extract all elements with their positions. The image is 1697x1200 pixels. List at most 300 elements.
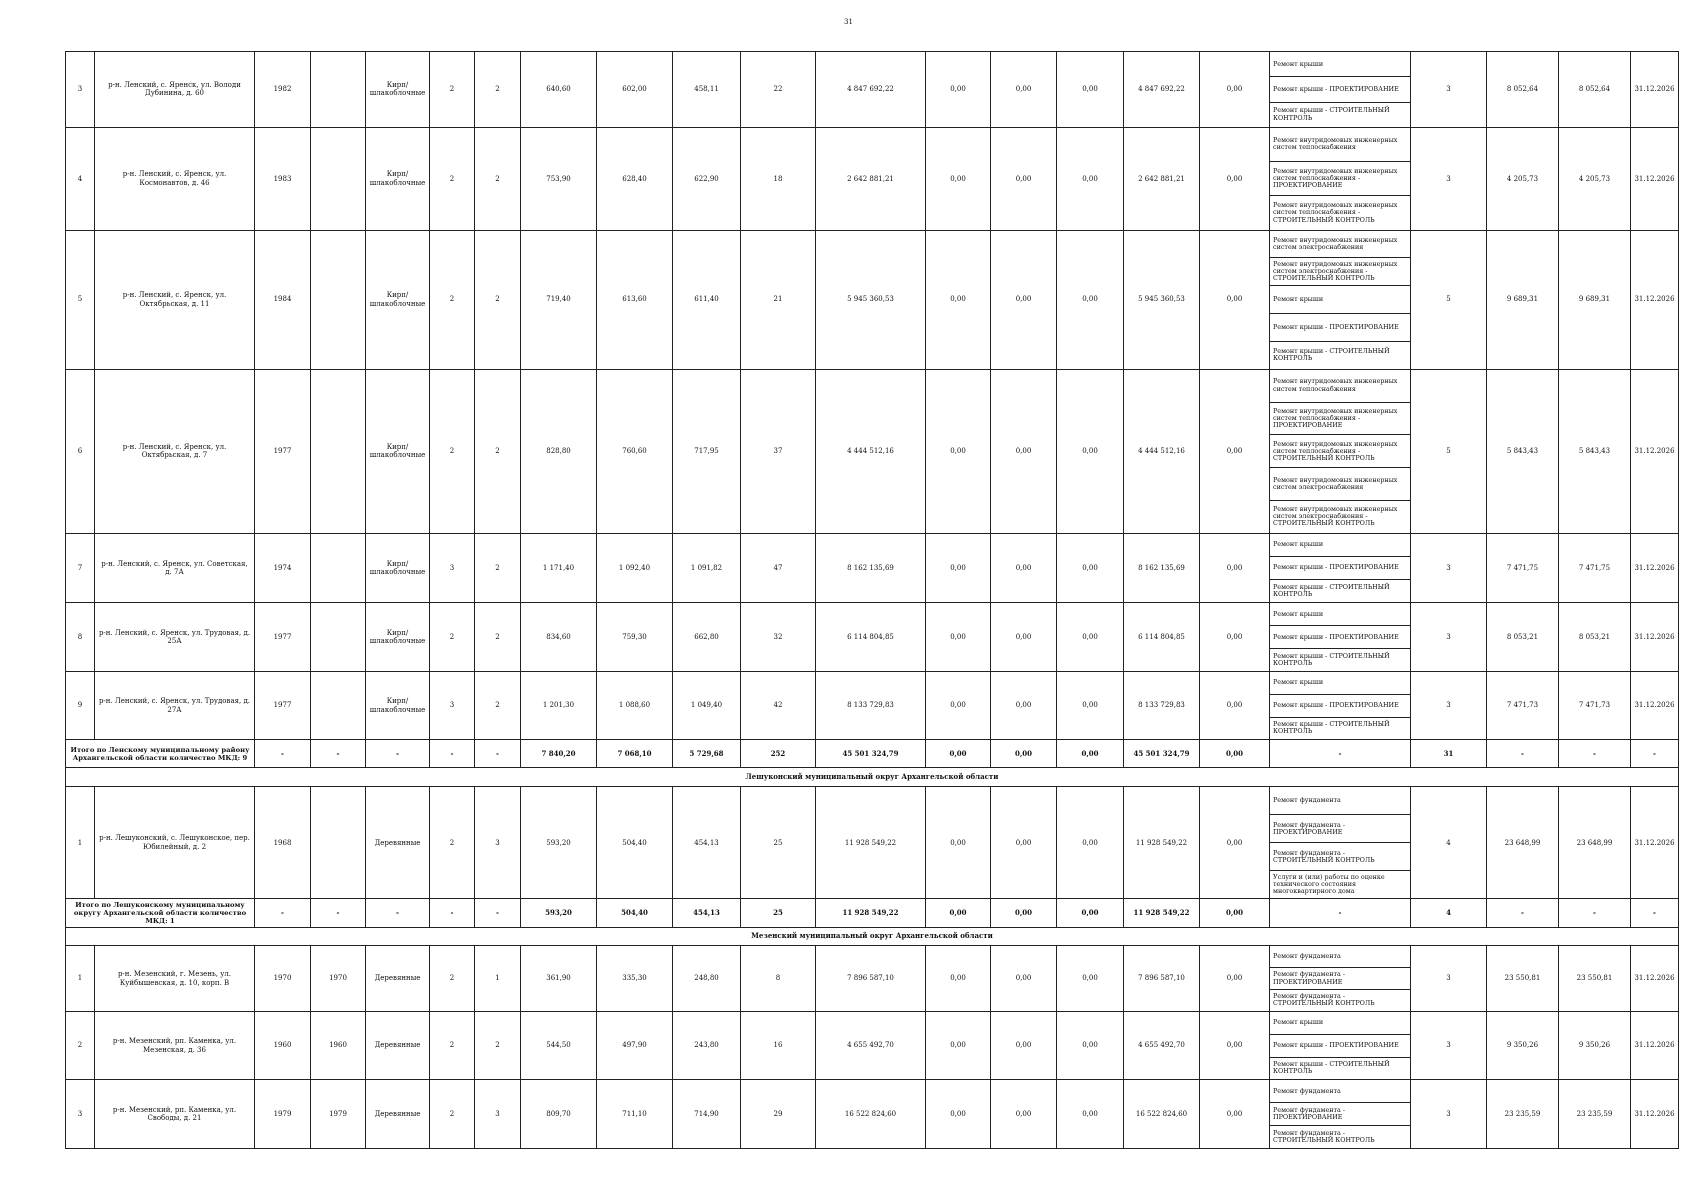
other-fund-cell: 0,00: [1200, 603, 1270, 672]
total-cost-cell: 11 928 549,22: [816, 787, 926, 899]
residents-cell: 8: [741, 946, 816, 1011]
row-number-cell: 6: [66, 369, 95, 533]
year-built-cell: 1979: [255, 1080, 311, 1149]
max-unit-cost-cell: 8 052,64: [1559, 52, 1631, 128]
floors-cell: 2: [430, 946, 475, 1011]
max-unit-cost-cell: 7 471,73: [1559, 671, 1631, 740]
address-cell: р-н. Мезенский, г. Мезень, ул. Куйбышевская, д. 10, корп. В: [95, 946, 255, 1011]
year-built-cell: 1960: [255, 1011, 311, 1080]
federal-fund-cell: 0,00: [926, 369, 991, 533]
wall-material-cell: Деревянные: [366, 787, 430, 899]
work-item: Ремонт крыши: [1270, 534, 1410, 557]
floors-cell: 2: [430, 127, 475, 230]
federal-fund-cell: 0,00: [926, 603, 991, 672]
address-cell: р-н. Ленский, с. Яренск, ул. Трудовая, д. 27А: [95, 671, 255, 740]
total-row: [66, 740, 1679, 768]
total-residents-cell: 25: [741, 899, 816, 928]
total-fund-other-cell: 0,00: [1200, 899, 1270, 928]
row-number-cell: 1: [66, 946, 95, 1011]
total-cost-cell: 7 896 587,10: [816, 946, 926, 1011]
work-item: Ремонт крыши - СТРОИТЕЛЬНЫЙ КОНТРОЛЬ: [1273, 106, 1390, 122]
total-works-count-cell: 4: [1411, 899, 1487, 928]
work-item: Ремонт внутридомовых инженерных систем электроснабжения - СТРОИТЕЛЬНЫЙ КОНТРОЛЬ: [1273, 505, 1398, 528]
work-item: Ремонт внутридомовых инженерных систем теплоснабжения - ПРОЕКТИРОВАНИЕ: [1270, 162, 1410, 196]
work-item: Ремонт фундамента: [1270, 1080, 1410, 1103]
work-item: Ремонт фундамента: [1270, 787, 1410, 815]
year-built-cell: 1974: [255, 533, 311, 603]
regional-fund-cell: 0,00: [991, 230, 1057, 369]
placeholder-dash: -: [1270, 899, 1411, 928]
max-unit-cost-cell: 4 205,73: [1559, 127, 1631, 230]
year-built-cell: 1968: [255, 787, 311, 899]
owners-fund-cell: 16 522 824,60: [1124, 1080, 1200, 1149]
work-item: Ремонт крыши: [1270, 603, 1410, 626]
total-area-total-cell: 593,20: [521, 899, 597, 928]
works-count-cell: 5: [1411, 369, 1487, 533]
district-title: Мезенский муниципальный округ Архангельской области: [66, 927, 1679, 946]
federal-fund-cell: 0,00: [926, 1080, 991, 1149]
total-residents-cell: 252: [741, 740, 816, 768]
floors-cell: 3: [430, 533, 475, 603]
premises-area-cell: 1 092,40: [597, 533, 673, 603]
local-fund-cell: 0,00: [1057, 127, 1124, 230]
total-cost-cell: 4 655 492,70: [816, 1011, 926, 1080]
work-item: Ремонт фундамента: [1270, 946, 1410, 968]
max-unit-cost-cell: 7 471,75: [1559, 533, 1631, 603]
residential-area-cell: 662,80: [673, 603, 741, 672]
max-unit-cost-cell: 5 843,43: [1559, 369, 1631, 533]
floors-cell: 2: [430, 230, 475, 369]
total-cost-cell: 8 133 729,83: [816, 671, 926, 740]
entrances-cell: 3: [475, 787, 521, 899]
unit-cost-cell: 9 689,31: [1487, 230, 1559, 369]
works-count-cell: 3: [1411, 127, 1487, 230]
work-item: Ремонт крыши - ПРОЕКТИРОВАНИЕ: [1270, 626, 1410, 649]
work-item: Ремонт внутридомовых инженерных систем теплоснабжения - СТРОИТЕЛЬНЫЙ КОНТРОЛЬ: [1270, 435, 1410, 468]
total-cost-cell: 8 162 135,69: [816, 533, 926, 603]
total-area-cell: 834,60: [521, 603, 597, 672]
work-item: Ремонт крыши: [1270, 286, 1410, 314]
total-area-premises-cell: 7 068,10: [597, 740, 673, 768]
total-area-cell: 640,60: [521, 52, 597, 128]
work-item: Ремонт фундамента - СТРОИТЕЛЬНЫЙ КОНТРОЛЬ: [1273, 1128, 1375, 1145]
house-row: [66, 1011, 1679, 1080]
row-number-cell: 3: [66, 1080, 95, 1149]
owners-fund-cell: 4 444 512,16: [1124, 369, 1200, 533]
work-item: Ремонт крыши - СТРОИТЕЛЬНЫЙ КОНТРОЛЬ: [1273, 1060, 1390, 1076]
district-title: Лешуконский муниципальный округ Архангельской области: [66, 768, 1679, 787]
works-list: [1270, 672, 1410, 740]
premises-area-cell: 628,40: [597, 127, 673, 230]
work-item: Ремонт крыши: [1270, 672, 1410, 695]
unit-cost-cell: 7 471,75: [1487, 533, 1559, 603]
total-area-cell: 809,70: [521, 1080, 597, 1149]
work-item: Ремонт крыши - СТРОИТЕЛЬНЫЙ КОНТРОЛЬ: [1273, 720, 1390, 736]
unit-cost-cell: 7 471,73: [1487, 671, 1559, 740]
total-fund-other-cell: 0,00: [1200, 740, 1270, 768]
other-fund-cell: 0,00: [1200, 230, 1270, 369]
year-built-cell: 1970: [255, 946, 311, 1011]
row-number-cell: 4: [66, 127, 95, 230]
residential-area-cell: 717,95: [673, 369, 741, 533]
max-unit-cost-cell: 23 235,59: [1559, 1080, 1631, 1149]
federal-fund-cell: 0,00: [926, 671, 991, 740]
premises-area-cell: 497,90: [597, 1011, 673, 1080]
work-item: Услуги и (или) работы по оценке технического состояния многоквартирного дома: [1273, 872, 1385, 896]
work-item: Ремонт фундамента - СТРОИТЕЛЬНЫЙ КОНТРОЛЬ: [1270, 843, 1410, 871]
other-fund-cell: 0,00: [1200, 787, 1270, 899]
residential-area-cell: 458,11: [673, 52, 741, 128]
deadline-cell: 31.12.2026: [1631, 369, 1679, 533]
regional-fund-cell: 0,00: [991, 533, 1057, 603]
local-fund-cell: 0,00: [1057, 1080, 1124, 1149]
total-works-count-cell: 31: [1411, 740, 1487, 768]
work-item: Ремонт крыши - СТРОИТЕЛЬНЫЙ КОНТРОЛЬ: [1273, 651, 1390, 667]
total-area-cell: 1 171,40: [521, 533, 597, 603]
total-cost-cell: 4 847 692,22: [816, 52, 926, 128]
federal-fund-cell: 0,00: [926, 946, 991, 1011]
entrances-cell: 2: [475, 671, 521, 740]
year-built-cell: 1977: [255, 369, 311, 533]
residents-cell: 47: [741, 533, 816, 603]
capital-repair-table: [65, 51, 1679, 1149]
row-number-cell: 9: [66, 671, 95, 740]
work-item: Ремонт крыши: [1270, 1012, 1410, 1035]
unit-cost-cell: 8 052,64: [1487, 52, 1559, 128]
works-cell: [1270, 671, 1411, 740]
total-area-cell: 719,40: [521, 230, 597, 369]
row-number-cell: 1: [66, 787, 95, 899]
year-reconstruction-cell: [311, 787, 366, 899]
floors-cell: 2: [430, 1011, 475, 1080]
local-fund-cell: 0,00: [1057, 946, 1124, 1011]
works-cell: [1270, 787, 1411, 899]
total-area-residential-cell: 5 729,68: [673, 740, 741, 768]
deadline-cell: 31.12.2026: [1631, 1080, 1679, 1149]
total-fund-federal-cell: 0,00: [926, 899, 991, 928]
residents-cell: 32: [741, 603, 816, 672]
house-row: [66, 230, 1679, 369]
total-area-cell: 753,90: [521, 127, 597, 230]
row-number-cell: 5: [66, 230, 95, 369]
total-fund-regional-cell: 0,00: [991, 740, 1057, 768]
entrances-cell: 2: [475, 1011, 521, 1080]
local-fund-cell: 0,00: [1057, 230, 1124, 369]
deadline-cell: 31.12.2026: [1631, 1011, 1679, 1080]
house-row: [66, 127, 1679, 230]
max-unit-cost-cell: 9 689,31: [1559, 230, 1631, 369]
wall-material-cell: Кирп/ шлакоблочные: [366, 52, 430, 128]
placeholder-dash: -: [311, 899, 366, 928]
local-fund-cell: 0,00: [1057, 533, 1124, 603]
total-cost-cell: 6 114 804,85: [816, 603, 926, 672]
owners-fund-cell: 8 162 135,69: [1124, 533, 1200, 603]
residents-cell: 22: [741, 52, 816, 128]
works-cell: [1270, 369, 1411, 533]
deadline-cell: 31.12.2026: [1631, 533, 1679, 603]
placeholder-dash: -: [366, 899, 430, 928]
residents-cell: 16: [741, 1011, 816, 1080]
total-fund-federal-cell: 0,00: [926, 740, 991, 768]
work-item: Ремонт крыши: [1270, 52, 1410, 77]
work-item: Ремонт крыши - СТРОИТЕЛЬНЫЙ КОНТРОЛЬ: [1273, 583, 1390, 599]
local-fund-cell: 0,00: [1057, 603, 1124, 672]
residential-area-cell: 714,90: [673, 1080, 741, 1149]
works-list: [1270, 231, 1410, 369]
federal-fund-cell: 0,00: [926, 1011, 991, 1080]
entrances-cell: 2: [475, 230, 521, 369]
house-row: [66, 52, 1679, 128]
work-item: Ремонт фундамента - ПРОЕКТИРОВАНИЕ: [1270, 815, 1410, 843]
address-cell: р-н. Ленский, с. Яренск, ул. Космонавтов, д. 46: [95, 127, 255, 230]
placeholder-dash: -: [1487, 740, 1559, 768]
floors-cell: 2: [430, 369, 475, 533]
residents-cell: 21: [741, 230, 816, 369]
work-item: Ремонт внутридомовых инженерных систем теплоснабжения: [1270, 370, 1410, 403]
wall-material-cell: Кирп/ шлакоблочные: [366, 369, 430, 533]
total-label: Итого по Лешуконскому муниципальному округу Архангельской области количество МКД: 1: [66, 899, 255, 928]
year-reconstruction-cell: [311, 52, 366, 128]
works-cell: [1270, 603, 1411, 672]
regional-fund-cell: 0,00: [991, 946, 1057, 1011]
placeholder-dash: -: [430, 740, 475, 768]
max-unit-cost-cell: 23 648,99: [1559, 787, 1631, 899]
total-row: [66, 899, 1679, 928]
owners-fund-cell: 6 114 804,85: [1124, 603, 1200, 672]
regional-fund-cell: 0,00: [991, 1011, 1057, 1080]
other-fund-cell: 0,00: [1200, 52, 1270, 128]
unit-cost-cell: 5 843,43: [1487, 369, 1559, 533]
works-count-cell: 3: [1411, 52, 1487, 128]
work-item: Ремонт фундамента - СТРОИТЕЛЬНЫЙ КОНТРОЛЬ: [1273, 992, 1375, 1008]
work-item: Ремонт крыши - ПРОЕКТИРОВАНИЕ: [1270, 695, 1410, 718]
owners-fund-cell: 2 642 881,21: [1124, 127, 1200, 230]
works-list: [1270, 128, 1410, 230]
work-item: Ремонт внутридомовых инженерных систем электроснабжения - СТРОИТЕЛЬНЫЙ КОНТРОЛЬ: [1270, 258, 1410, 286]
wall-material-cell: Кирп/ шлакоблочные: [366, 671, 430, 740]
deadline-cell: 31.12.2026: [1631, 603, 1679, 672]
floors-cell: 2: [430, 603, 475, 672]
regional-fund-cell: 0,00: [991, 52, 1057, 128]
total-cost-total-cell: 45 501 324,79: [816, 740, 926, 768]
federal-fund-cell: 0,00: [926, 52, 991, 128]
house-row: [66, 671, 1679, 740]
works-cell: [1270, 127, 1411, 230]
entrances-cell: 2: [475, 127, 521, 230]
year-reconstruction-cell: [311, 127, 366, 230]
total-fund-local-cell: 0,00: [1057, 740, 1124, 768]
entrances-cell: 1: [475, 946, 521, 1011]
residential-area-cell: 248,80: [673, 946, 741, 1011]
regional-fund-cell: 0,00: [991, 1080, 1057, 1149]
residential-area-cell: 1 049,40: [673, 671, 741, 740]
federal-fund-cell: 0,00: [926, 230, 991, 369]
floors-cell: 3: [430, 671, 475, 740]
address-cell: р-н. Мезенский, рп. Каменка, ул. Свободы, д. 21: [95, 1080, 255, 1149]
total-area-residential-cell: 454,13: [673, 899, 741, 928]
table-body: [66, 52, 1679, 1149]
premises-area-cell: 613,60: [597, 230, 673, 369]
wall-material-cell: Кирп/ шлакоблочные: [366, 533, 430, 603]
placeholder-dash: -: [311, 740, 366, 768]
premises-area-cell: 602,00: [597, 52, 673, 128]
total-fund-regional-cell: 0,00: [991, 899, 1057, 928]
residential-area-cell: 622,90: [673, 127, 741, 230]
address-cell: р-н. Ленский, с. Яренск, ул. Советская, д. 7А: [95, 533, 255, 603]
premises-area-cell: 760,60: [597, 369, 673, 533]
unit-cost-cell: 4 205,73: [1487, 127, 1559, 230]
placeholder-dash: -: [475, 899, 521, 928]
works-cell: [1270, 533, 1411, 603]
total-fund-local-cell: 0,00: [1057, 899, 1124, 928]
other-fund-cell: 0,00: [1200, 369, 1270, 533]
wall-material-cell: Деревянные: [366, 1011, 430, 1080]
house-row: [66, 946, 1679, 1011]
deadline-cell: 31.12.2026: [1631, 787, 1679, 899]
placeholder-dash: -: [366, 740, 430, 768]
total-area-premises-cell: 504,40: [597, 899, 673, 928]
total-fund-owners-cell: 45 501 324,79: [1124, 740, 1200, 768]
house-row: [66, 369, 1679, 533]
other-fund-cell: 0,00: [1200, 1011, 1270, 1080]
year-reconstruction-cell: [311, 533, 366, 603]
residents-cell: 37: [741, 369, 816, 533]
address-cell: р-н. Мезенский, рп. Каменка, ул. Мезенская, д. 36: [95, 1011, 255, 1080]
premises-area-cell: 335,30: [597, 946, 673, 1011]
year-reconstruction-cell: 1979: [311, 1080, 366, 1149]
works-cell: [1270, 1080, 1411, 1149]
placeholder-dash: -: [255, 740, 311, 768]
residential-area-cell: 454,13: [673, 787, 741, 899]
unit-cost-cell: 23 235,59: [1487, 1080, 1559, 1149]
total-area-cell: 544,50: [521, 1011, 597, 1080]
owners-fund-cell: 4 847 692,22: [1124, 52, 1200, 128]
row-number-cell: 2: [66, 1011, 95, 1080]
wall-material-cell: Деревянные: [366, 946, 430, 1011]
premises-area-cell: 1 088,60: [597, 671, 673, 740]
works-cell: [1270, 52, 1411, 128]
year-reconstruction-cell: [311, 369, 366, 533]
works-count-cell: 3: [1411, 671, 1487, 740]
work-item: Ремонт внутридомовых инженерных систем электроснабжения: [1270, 231, 1410, 259]
year-reconstruction-cell: [311, 671, 366, 740]
residents-cell: 29: [741, 1080, 816, 1149]
regional-fund-cell: 0,00: [991, 369, 1057, 533]
owners-fund-cell: 7 896 587,10: [1124, 946, 1200, 1011]
work-item: Ремонт внутридомовых инженерных систем теплоснабжения - СТРОИТЕЛЬНЫЙ КОНТРОЛЬ: [1273, 201, 1398, 224]
deadline-cell: 31.12.2026: [1631, 127, 1679, 230]
year-reconstruction-cell: 1970: [311, 946, 366, 1011]
wall-material-cell: Кирп/ шлакоблочные: [366, 230, 430, 369]
residential-area-cell: 1 091,82: [673, 533, 741, 603]
premises-area-cell: 504,40: [597, 787, 673, 899]
work-item: Ремонт фундамента - ПРОЕКТИРОВАНИЕ: [1270, 1103, 1410, 1126]
year-built-cell: 1977: [255, 671, 311, 740]
local-fund-cell: 0,00: [1057, 787, 1124, 899]
total-cost-total-cell: 11 928 549,22: [816, 899, 926, 928]
regional-fund-cell: 0,00: [991, 671, 1057, 740]
work-item: Ремонт крыши - СТРОИТЕЛЬНЫЙ КОНТРОЛЬ: [1273, 347, 1390, 363]
works-list: [1270, 1012, 1410, 1080]
residential-area-cell: 611,40: [673, 230, 741, 369]
local-fund-cell: 0,00: [1057, 369, 1124, 533]
row-number-cell: 7: [66, 533, 95, 603]
residential-area-cell: 243,80: [673, 1011, 741, 1080]
entrances-cell: 2: [475, 369, 521, 533]
works-count-cell: 3: [1411, 1011, 1487, 1080]
address-cell: р-н. Лешуконский, с. Лешуконское, пер. Юбилейный, д. 2: [95, 787, 255, 899]
entrances-cell: 2: [475, 533, 521, 603]
work-item: Ремонт крыши - ПРОЕКТИРОВАНИЕ: [1270, 77, 1410, 102]
residents-cell: 18: [741, 127, 816, 230]
row-number-cell: 8: [66, 603, 95, 672]
entrances-cell: 2: [475, 603, 521, 672]
placeholder-dash: -: [430, 899, 475, 928]
unit-cost-cell: 9 350,26: [1487, 1011, 1559, 1080]
works-count-cell: 4: [1411, 787, 1487, 899]
deadline-cell: 31.12.2026: [1631, 230, 1679, 369]
residents-cell: 25: [741, 787, 816, 899]
placeholder-dash: -: [1559, 740, 1631, 768]
owners-fund-cell: 11 928 549,22: [1124, 787, 1200, 899]
year-built-cell: 1984: [255, 230, 311, 369]
regional-fund-cell: 0,00: [991, 603, 1057, 672]
other-fund-cell: 0,00: [1200, 127, 1270, 230]
work-item: Ремонт крыши - ПРОЕКТИРОВАНИЕ: [1270, 557, 1410, 580]
placeholder-dash: -: [1631, 899, 1679, 928]
total-cost-cell: 2 642 881,21: [816, 127, 926, 230]
works-count-cell: 3: [1411, 533, 1487, 603]
address-cell: р-н. Ленский, с. Яренск, ул. Трудовая, д. 25А: [95, 603, 255, 672]
max-unit-cost-cell: 8 053,21: [1559, 603, 1631, 672]
total-label: Итого по Ленскому муниципальному району Архангельской области количество МКД: 9: [66, 740, 255, 768]
total-fund-owners-cell: 11 928 549,22: [1124, 899, 1200, 928]
works-list: [1270, 370, 1410, 533]
works-list: [1270, 603, 1410, 671]
district-header-row: [66, 927, 1679, 946]
placeholder-dash: -: [1631, 740, 1679, 768]
other-fund-cell: 0,00: [1200, 533, 1270, 603]
total-area-cell: 1 201,30: [521, 671, 597, 740]
deadline-cell: 31.12.2026: [1631, 52, 1679, 128]
year-built-cell: 1977: [255, 603, 311, 672]
row-number-cell: 3: [66, 52, 95, 128]
floors-cell: 2: [430, 1080, 475, 1149]
placeholder-dash: -: [475, 740, 521, 768]
district-header-row: [66, 768, 1679, 787]
house-row: [66, 1080, 1679, 1149]
total-area-total-cell: 7 840,20: [521, 740, 597, 768]
federal-fund-cell: 0,00: [926, 533, 991, 603]
unit-cost-cell: 23 648,99: [1487, 787, 1559, 899]
work-item: Ремонт фундамента - ПРОЕКТИРОВАНИЕ: [1270, 968, 1410, 990]
floors-cell: 2: [430, 52, 475, 128]
house-row: [66, 787, 1679, 899]
year-reconstruction-cell: 1960: [311, 1011, 366, 1080]
year-reconstruction-cell: [311, 230, 366, 369]
federal-fund-cell: 0,00: [926, 127, 991, 230]
works-list: [1270, 1080, 1410, 1148]
entrances-cell: 3: [475, 1080, 521, 1149]
max-unit-cost-cell: 9 350,26: [1559, 1011, 1631, 1080]
address-cell: р-н. Ленский, с. Яренск, ул. Октябрьская, д. 7: [95, 369, 255, 533]
other-fund-cell: 0,00: [1200, 1080, 1270, 1149]
works-count-cell: 3: [1411, 1080, 1487, 1149]
regional-fund-cell: 0,00: [991, 787, 1057, 899]
works-list: [1270, 787, 1410, 898]
placeholder-dash: -: [1559, 899, 1631, 928]
premises-area-cell: 711,10: [597, 1080, 673, 1149]
